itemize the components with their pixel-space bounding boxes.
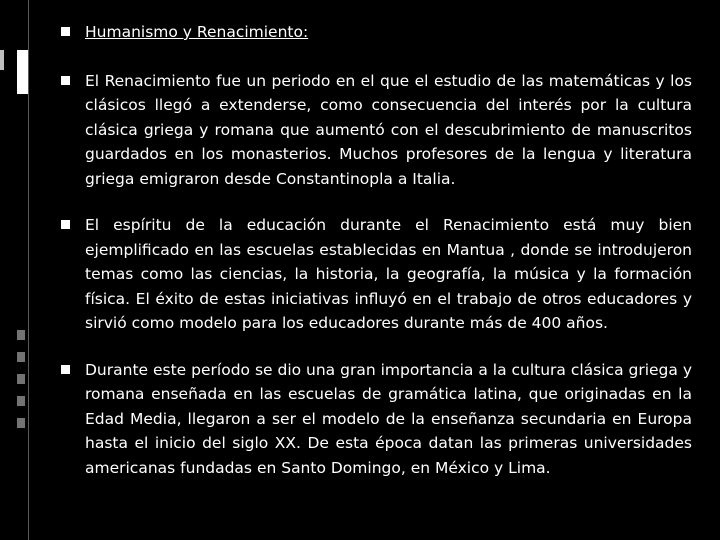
paragraph-text: Durante este período se dio una gran importancia a la cultura clásica griega y romana enseñada en las escuelas de gramática latina, que originadas en la Edad Media, llegaron a ser el modelo de la enseñanza secundaria en Europa hasta el inicio del siglo XX. De esta época datan las primeras universidades americanas fundadas en Santo Domingo, en México y Lima. xyxy=(85,360,692,477)
square-bullet-icon xyxy=(60,25,71,36)
square-bullet-icon xyxy=(60,74,71,85)
decorative-bar xyxy=(17,418,25,428)
paragraph-text: El espíritu de la educación durante el Renacimiento está muy bien ejemplificado en las escuelas establecidas en Mantua , donde se introdujeron temas como las ciencias, la historia, la geografía, la música y la formación física. El éxito de estas iniciativas influyó en el trabajo de otros educadores y sirvió como modelo para los educadores durante más de 400 años. xyxy=(85,216,692,332)
slide-title: Humanismo y Renacimiento: xyxy=(85,23,309,41)
paragraph-text: El Renacimiento fue un periodo en el que el estudio de las matemáticas y los clásicos llegó a extenderse, como consecuencia del interés por la cultura clásica griega y romana que aumentó con el descubrimiento de manuscritos guardados en los monasterios. Muchos profesores de la lengua y literatura griega emigraron desde Constantinopla a Italia. xyxy=(85,71,692,188)
decorative-bar xyxy=(0,50,4,70)
bullet-paragraph xyxy=(60,358,692,481)
decorative-bar xyxy=(17,396,25,406)
decorative-bar xyxy=(17,330,25,340)
decorative-vertical-line xyxy=(28,0,29,540)
bullet-paragraph xyxy=(60,213,692,336)
square-bullet-icon xyxy=(60,363,71,374)
decorative-bar xyxy=(17,352,25,362)
decorative-bar xyxy=(17,50,28,94)
decorative-bar xyxy=(17,374,25,384)
slide-title-item xyxy=(60,20,692,45)
bullet-paragraph xyxy=(60,69,692,192)
square-bullet-icon xyxy=(60,218,71,229)
slide-content xyxy=(60,20,692,502)
